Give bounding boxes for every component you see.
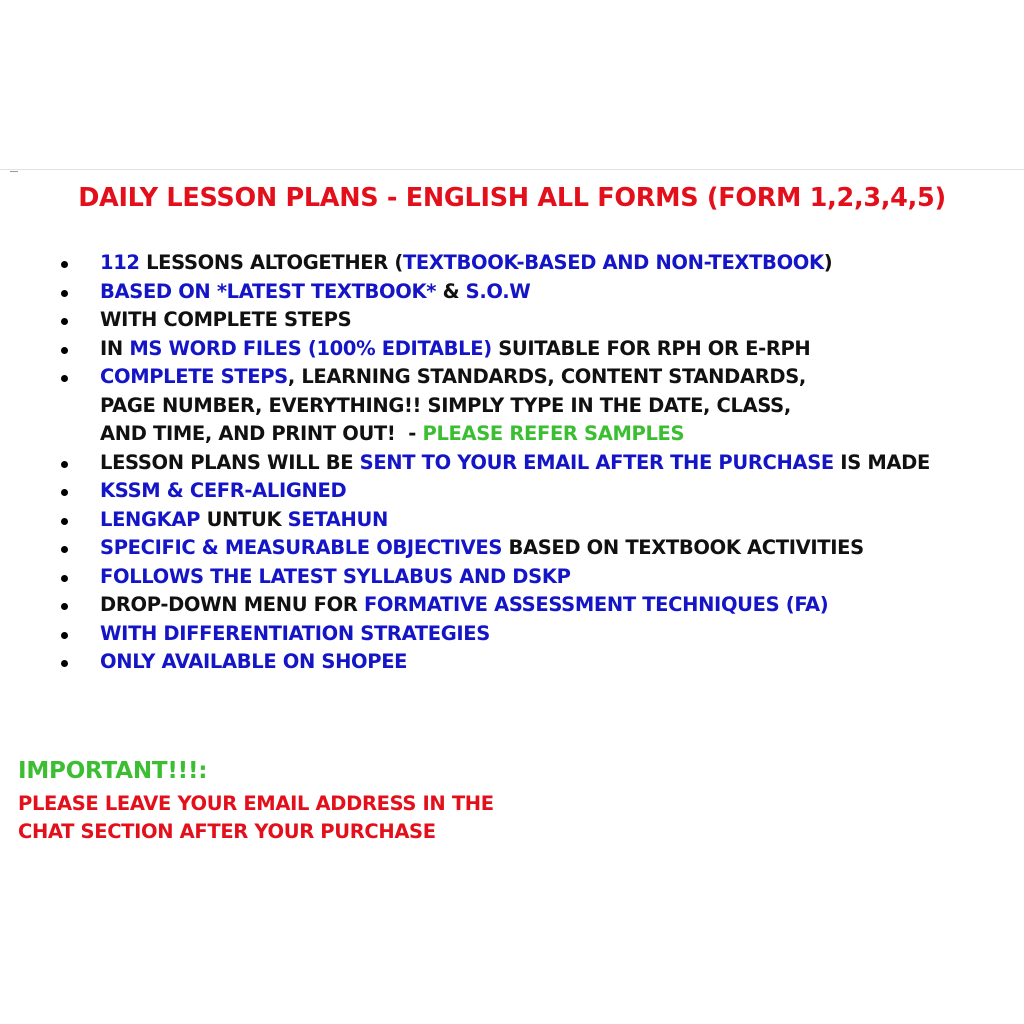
feature-text: SENT TO YOUR EMAIL AFTER THE PURCHASE [359,450,834,474]
page-title: DAILY LESSON PLANS - ENGLISH ALL FORMS (FORM 1,2,3,4,5) [78,183,946,213]
feature-text: S.O.W [465,279,531,303]
bullet-icon [61,290,68,297]
feature-text: TEXTBOOK-BASED AND NON-TEXTBOOK [402,251,824,274]
feature-text: LENGKAP [100,507,201,531]
bullet-icon [61,261,68,268]
feature-text: LESSON PLANS WILL BE [100,450,360,474]
feature-line [100,249,1020,278]
feature-text: WITH COMPLETE STEPS [100,308,352,331]
important-note [18,790,494,846]
feature-text: ONLY AVAILABLE ON SHOPEE [100,650,408,673]
feature-line [100,591,1020,620]
feature-line [100,363,1020,392]
important-note-line: PLEASE LEAVE YOUR EMAIL ADDRESS IN THE [18,792,494,815]
feature-text: DROP-DOWN MENU FOR [100,593,364,616]
important-note-line: CHAT SECTION AFTER YOUR PURCHASE [18,820,436,843]
feature-text: 112 [100,251,140,274]
feature-text: MS WORD FILES (100% EDITABLE) [129,336,492,360]
feature-item [55,363,1020,449]
feature-text: PAGE NUMBER, EVERYTHING!! SIMPLY TYPE IN THE DATE, CLASS, [100,393,791,417]
bullet-icon [61,461,68,468]
feature-item [55,620,1020,649]
feature-text: KSSM & CEFR-ALIGNED [100,479,347,502]
feature-item [55,278,1020,307]
feature-text: SUITABLE FOR RPH OR E-RPH [491,336,811,360]
feature-text: AND TIME, AND PRINT OUT! - [100,422,423,445]
feature-text: IN [100,336,130,360]
feature-item [55,335,1020,364]
feature-item [55,563,1020,592]
feature-text: FORMATIVE ASSESSMENT TECHNIQUES (FA) [363,593,829,616]
feature-line [100,449,1020,478]
feature-text: SPECIFIC & MEASURABLE OBJECTIVES [100,536,503,559]
feature-text: & [436,279,466,303]
feature-text: SETAHUN [287,507,388,531]
feature-line [100,534,1020,563]
feature-line [100,477,1020,506]
feature-list [55,249,1020,677]
feature-text: FOLLOWS THE LATEST SYLLABUS AND DSKP [100,564,571,588]
bullet-icon [61,318,68,325]
feature-text: ) [823,251,833,274]
bullet-icon [61,489,68,496]
feature-line [100,420,1020,449]
feature-line [100,306,1020,335]
feature-text: LESSONS ALTOGETHER ( [139,251,403,274]
feature-text: COMPLETE STEPS [100,365,288,388]
feature-text: UNTUK [200,507,288,531]
feature-text: IS MADE [833,450,930,474]
feature-item [55,449,1020,478]
feature-item [55,506,1020,535]
bullet-icon [61,518,68,525]
feature-item [55,648,1020,677]
feature-text: , LEARNING STANDARDS, CONTENT STANDARDS, [287,365,806,388]
feature-text: BASED ON *LATEST TEXTBOOK* [100,279,437,303]
feature-text: PLEASE REFER SAMPLES [422,422,685,445]
feature-line [100,563,1020,592]
important-heading: IMPORTANT!!!: [18,758,208,784]
feature-line [100,278,1020,307]
feature-line [100,506,1020,535]
feature-item [55,249,1020,278]
feature-line [100,620,1020,649]
feature-line [100,648,1020,677]
feature-item [55,534,1020,563]
feature-line [100,335,1020,364]
bullet-icon [61,546,68,553]
feature-line [100,392,1020,421]
feature-item [55,477,1020,506]
bullet-icon [61,660,68,667]
feature-text: WITH DIFFERENTIATION STRATEGIES [100,621,490,645]
feature-item [55,591,1020,620]
bullet-icon [61,347,68,354]
corner-mark [10,171,18,172]
feature-text: BASED ON TEXTBOOK ACTIVITIES [502,536,864,559]
page-divider [0,169,1024,170]
bullet-icon [61,375,68,382]
feature-item [55,306,1020,335]
bullet-icon [61,632,68,639]
bullet-icon [61,603,68,610]
bullet-icon [61,575,68,582]
